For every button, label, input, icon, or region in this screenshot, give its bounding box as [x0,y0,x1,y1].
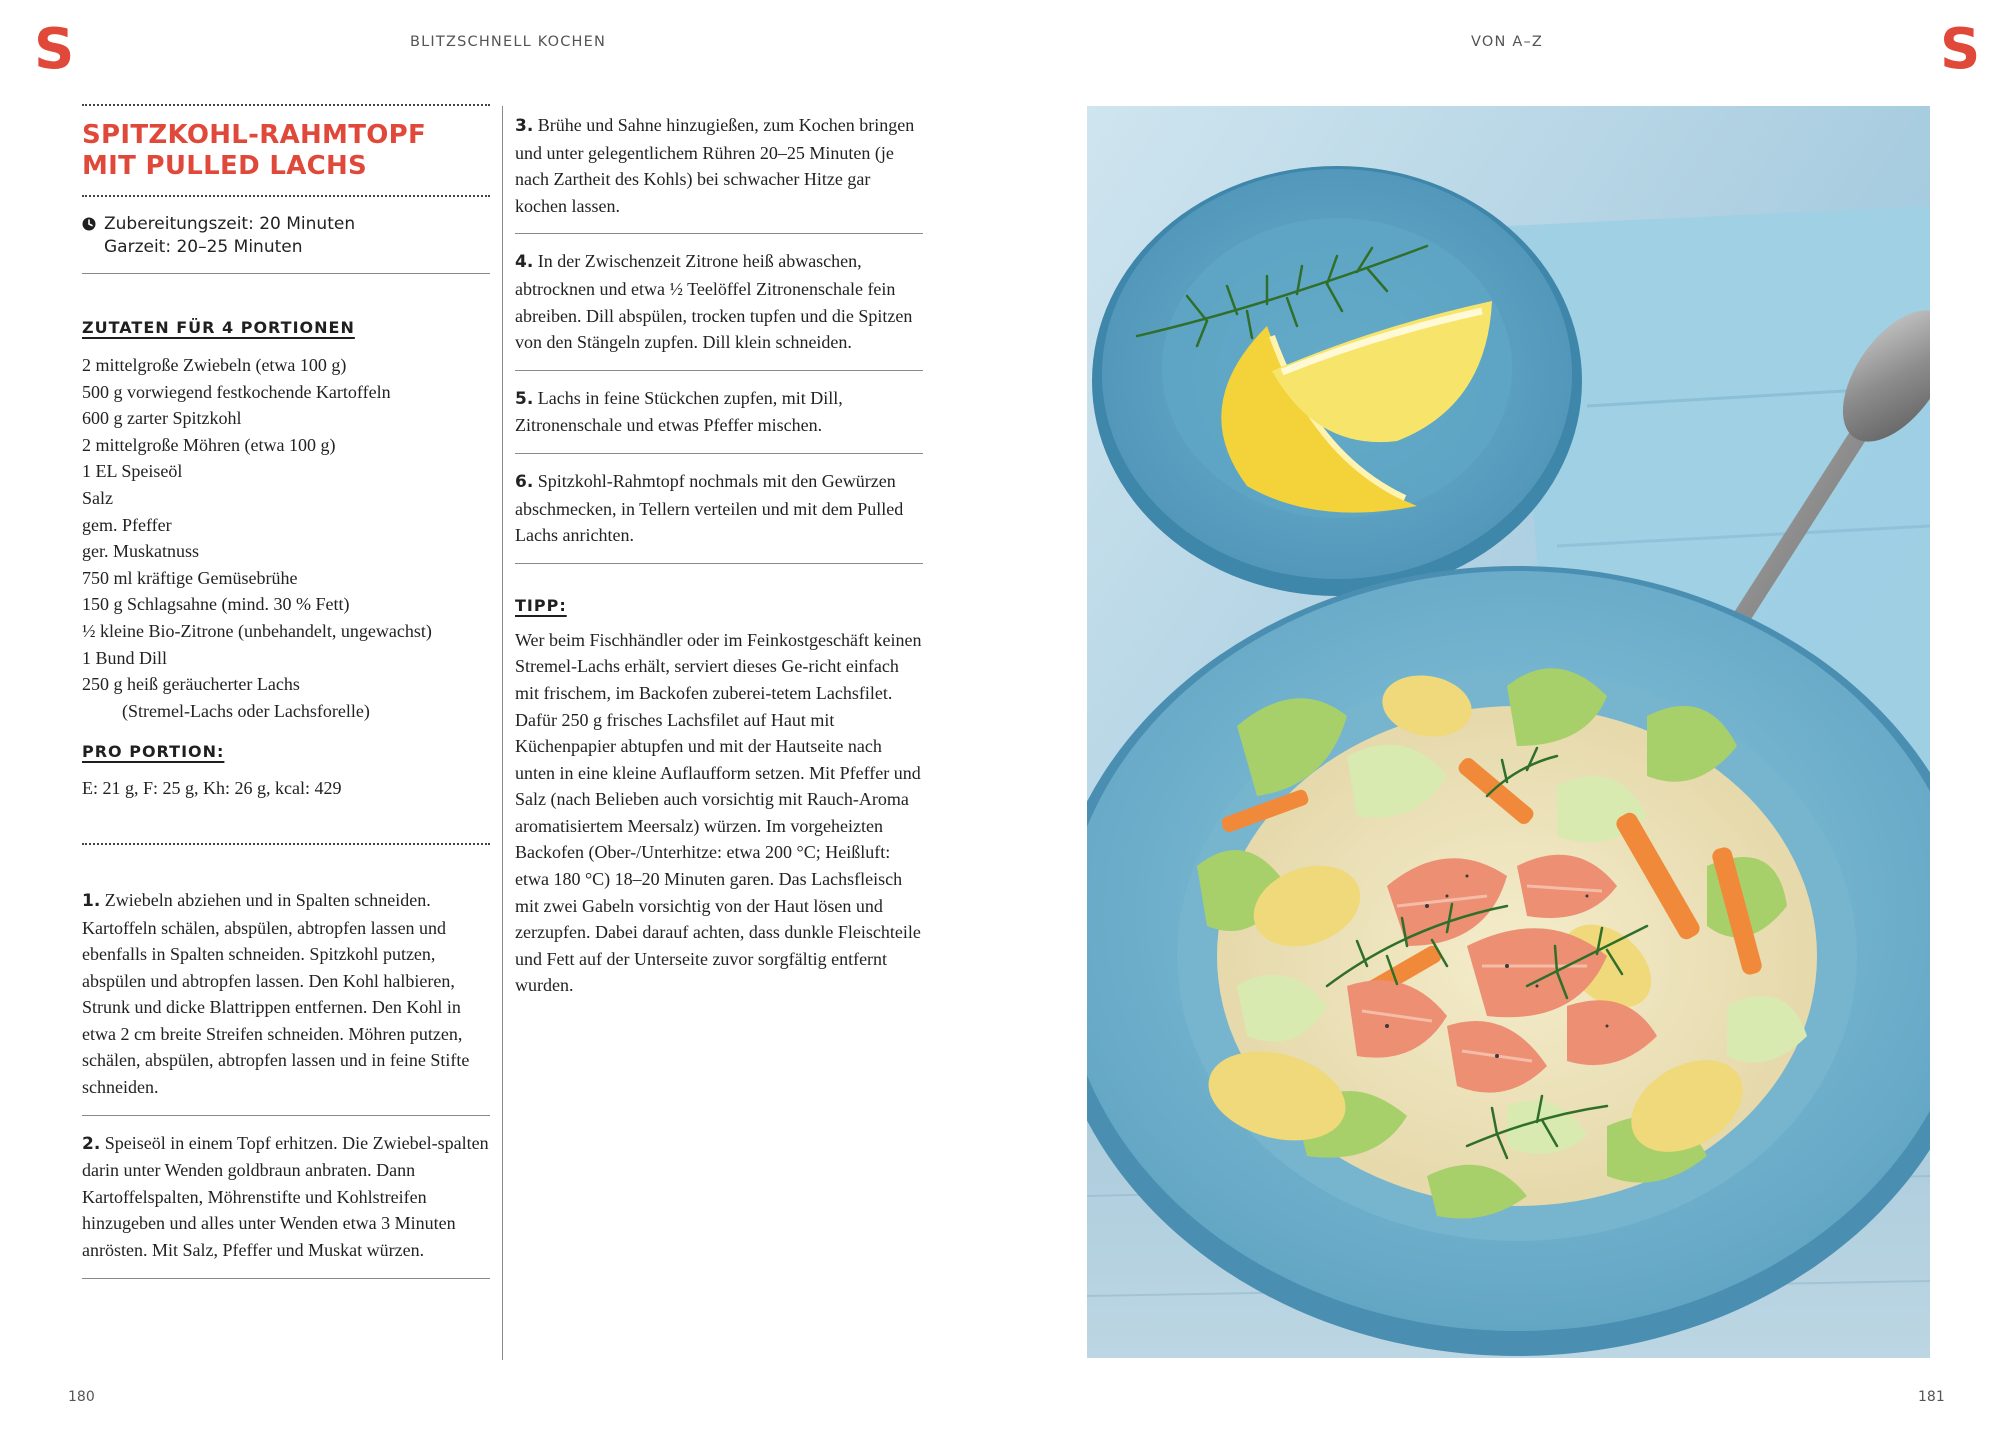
dish-illustration [1087,106,1930,1358]
step-text: Speiseöl in einem Topf erhitzen. Die Zwiebel-spalten darin unter Wenden goldbraun anbraten. Dann Kartoffelspalten, Möhrenstifte und Kohlstreifen hinzugeben und alles unter Wenden etwa 3 Minuten anrösten. Mit Salz, Pfeffer und Muskat würzen. [82,1132,489,1261]
ingredient-item: 500 g vorwiegend festkochende Kartoffeln [82,381,391,402]
running-header-left: BLITZSCHNELL KOCHEN [410,34,607,50]
dotted-divider [82,843,490,845]
step-3 [515,112,923,233]
ingredient-item: 150 g Schlagsahne (mind. 30 % Fett) [82,594,350,615]
section-letter-right: S [1940,17,1981,82]
running-header-right: VON A–Z [1471,34,1544,50]
page-number-right: 181 [1918,1389,1945,1405]
prep-time: Zubereitungszeit: 20 Minuten [104,214,356,234]
step-number: 5. [515,388,534,409]
divider [515,453,923,454]
clock-icon [82,217,96,231]
recipe-title [82,106,490,195]
ingredient-item: 750 ml kräftige Gemüsebrühe [82,567,298,588]
step-text: Brühe und Sahne hinzugießen, zum Kochen bringen und unter gelegentlichem Rühren 20–25 Minuten (je nach Zartheit des Kohls) bei schwacher Hitze gar kochen lassen. [515,115,915,216]
nutrition-info: E: 21 g, F: 25 g, Kh: 26 g, kcal: 429 [82,778,342,799]
step-5 [515,385,923,453]
cook-time: Garzeit: 20–25 Minuten [104,237,303,257]
divider [515,563,923,564]
ingredients-heading: ZUTATEN FÜR 4 PORTIONEN [82,318,355,337]
step-number: 2. [82,1133,101,1154]
recipe-title-line-1: SPITZKOHL-RAHMTOPF [82,120,427,150]
step-number: 4. [515,252,534,273]
divider [82,1115,490,1116]
column-divider [502,106,503,1360]
divider [82,273,490,274]
ingredient-item: 1 Bund Dill [82,647,168,668]
step-text: In der Zwischenzeit Zitrone heiß abwaschen, abtrocknen und etwa ½ Teelöffel Zitronenschale fein abreiben. Dill abspülen, trocken tupfen und die Spitzen von den Stängeln zupfen. Dill klein schneiden. [515,251,913,353]
step-1 [82,887,490,1115]
ingredient-item: gem. Pfeffer [82,514,172,535]
ingredient-item: ger. Muskatnuss [82,541,199,562]
step-2 [82,1130,490,1278]
ingredient-item: ½ kleine Bio-Zitrone (unbehandelt, ungewachst) [82,620,432,641]
step-text: Lachs in feine Stückchen zupfen, mit Dill, Zitronenschale und etwas Pfeffer mischen. [515,387,843,436]
portion-heading: PRO PORTION: [82,742,225,762]
divider [515,370,923,371]
ingredients-list [82,352,490,724]
divider [82,1278,490,1279]
recipe-column-left [82,104,490,1279]
ingredient-item: (Stremel-Lachs oder Lachsforelle) [122,700,370,721]
tip-text: Wer beim Fischhändler oder im Feinkostgeschäft keinen Stremel-Lachs erhält, serviert dieses Ge-richt einfach mit frischem, im Backofen zuberei-tetem Lachsfilet. Dafür 250 g frisches Lachsfilet auf Haut mit Küchenpapier abtupfen und mit der Hautseite nach unten in eine kleine Auflaufform setzen. Mit Pfeffer und Salz (nach Belieben auch vorsichtig mit Rauch-Aroma aromatisiertem Meersalz) würzen. Im vorgeheizten Backofen (Ober-/Unterhitze: etwa 200 °C; Heißluft: etwa 180 °C) 18–20 Minuten garen. Das Lachsfleisch mit zwei Gabeln vorsichtig von der Haut lösen und zerzupfen. Dabei darauf achten, dass dunkle Fleischteile und Fett auf der Unterseite zuvor sorgfältig entfernt wurden. [515,629,922,996]
recipe-title-line-2: MIT PULLED LACHS [82,151,368,181]
section-letter-left: S [34,17,75,82]
step-text: Spitzkohl-Rahmtopf nochmals mit den Gewürzen abschmecken, in Tellern verteilen und mit dem Pulled Lachs anrichten. [515,470,904,546]
step-number: 1. [82,890,101,911]
tip-heading: TIPP: [515,595,567,615]
ingredient-item: 600 g zarter Spitzkohl [82,408,242,429]
recipe-column-middle [515,112,923,999]
time-info [82,197,490,273]
step-6 [515,468,923,563]
ingredient-item: 1 EL Speiseöl [82,461,183,482]
ingredient-item: Salz [82,487,113,508]
ingredient-item: 2 mittelgroße Zwiebeln (etwa 100 g) [82,355,347,375]
step-number: 6. [515,471,534,492]
step-4 [515,248,923,369]
page-number-left: 180 [68,1389,95,1405]
ingredient-item: 2 mittelgroße Möhren (etwa 100 g) [82,434,336,455]
step-text: Zwiebeln abziehen und in Spalten schneiden. Kartoffeln schälen, abspülen, abtropfen lassen und ebenfalls in Spalten schneiden. Spitzkohl putzen, abspülen und abtropfen lassen. Den Kohl halbieren, Strunk und dicke Blattrippen entfernen. Den Kohl in etwa 2 cm breite Streifen schneiden. Möhren putzen, schälen, abspülen, abtropfen lassen und in feine Stifte schneiden. [82,889,470,1098]
divider [515,233,923,234]
dish-photo [1087,106,1930,1358]
step-number: 3. [515,116,534,136]
ingredient-item: 250 g heiß geräucherter Lachs [82,674,300,695]
